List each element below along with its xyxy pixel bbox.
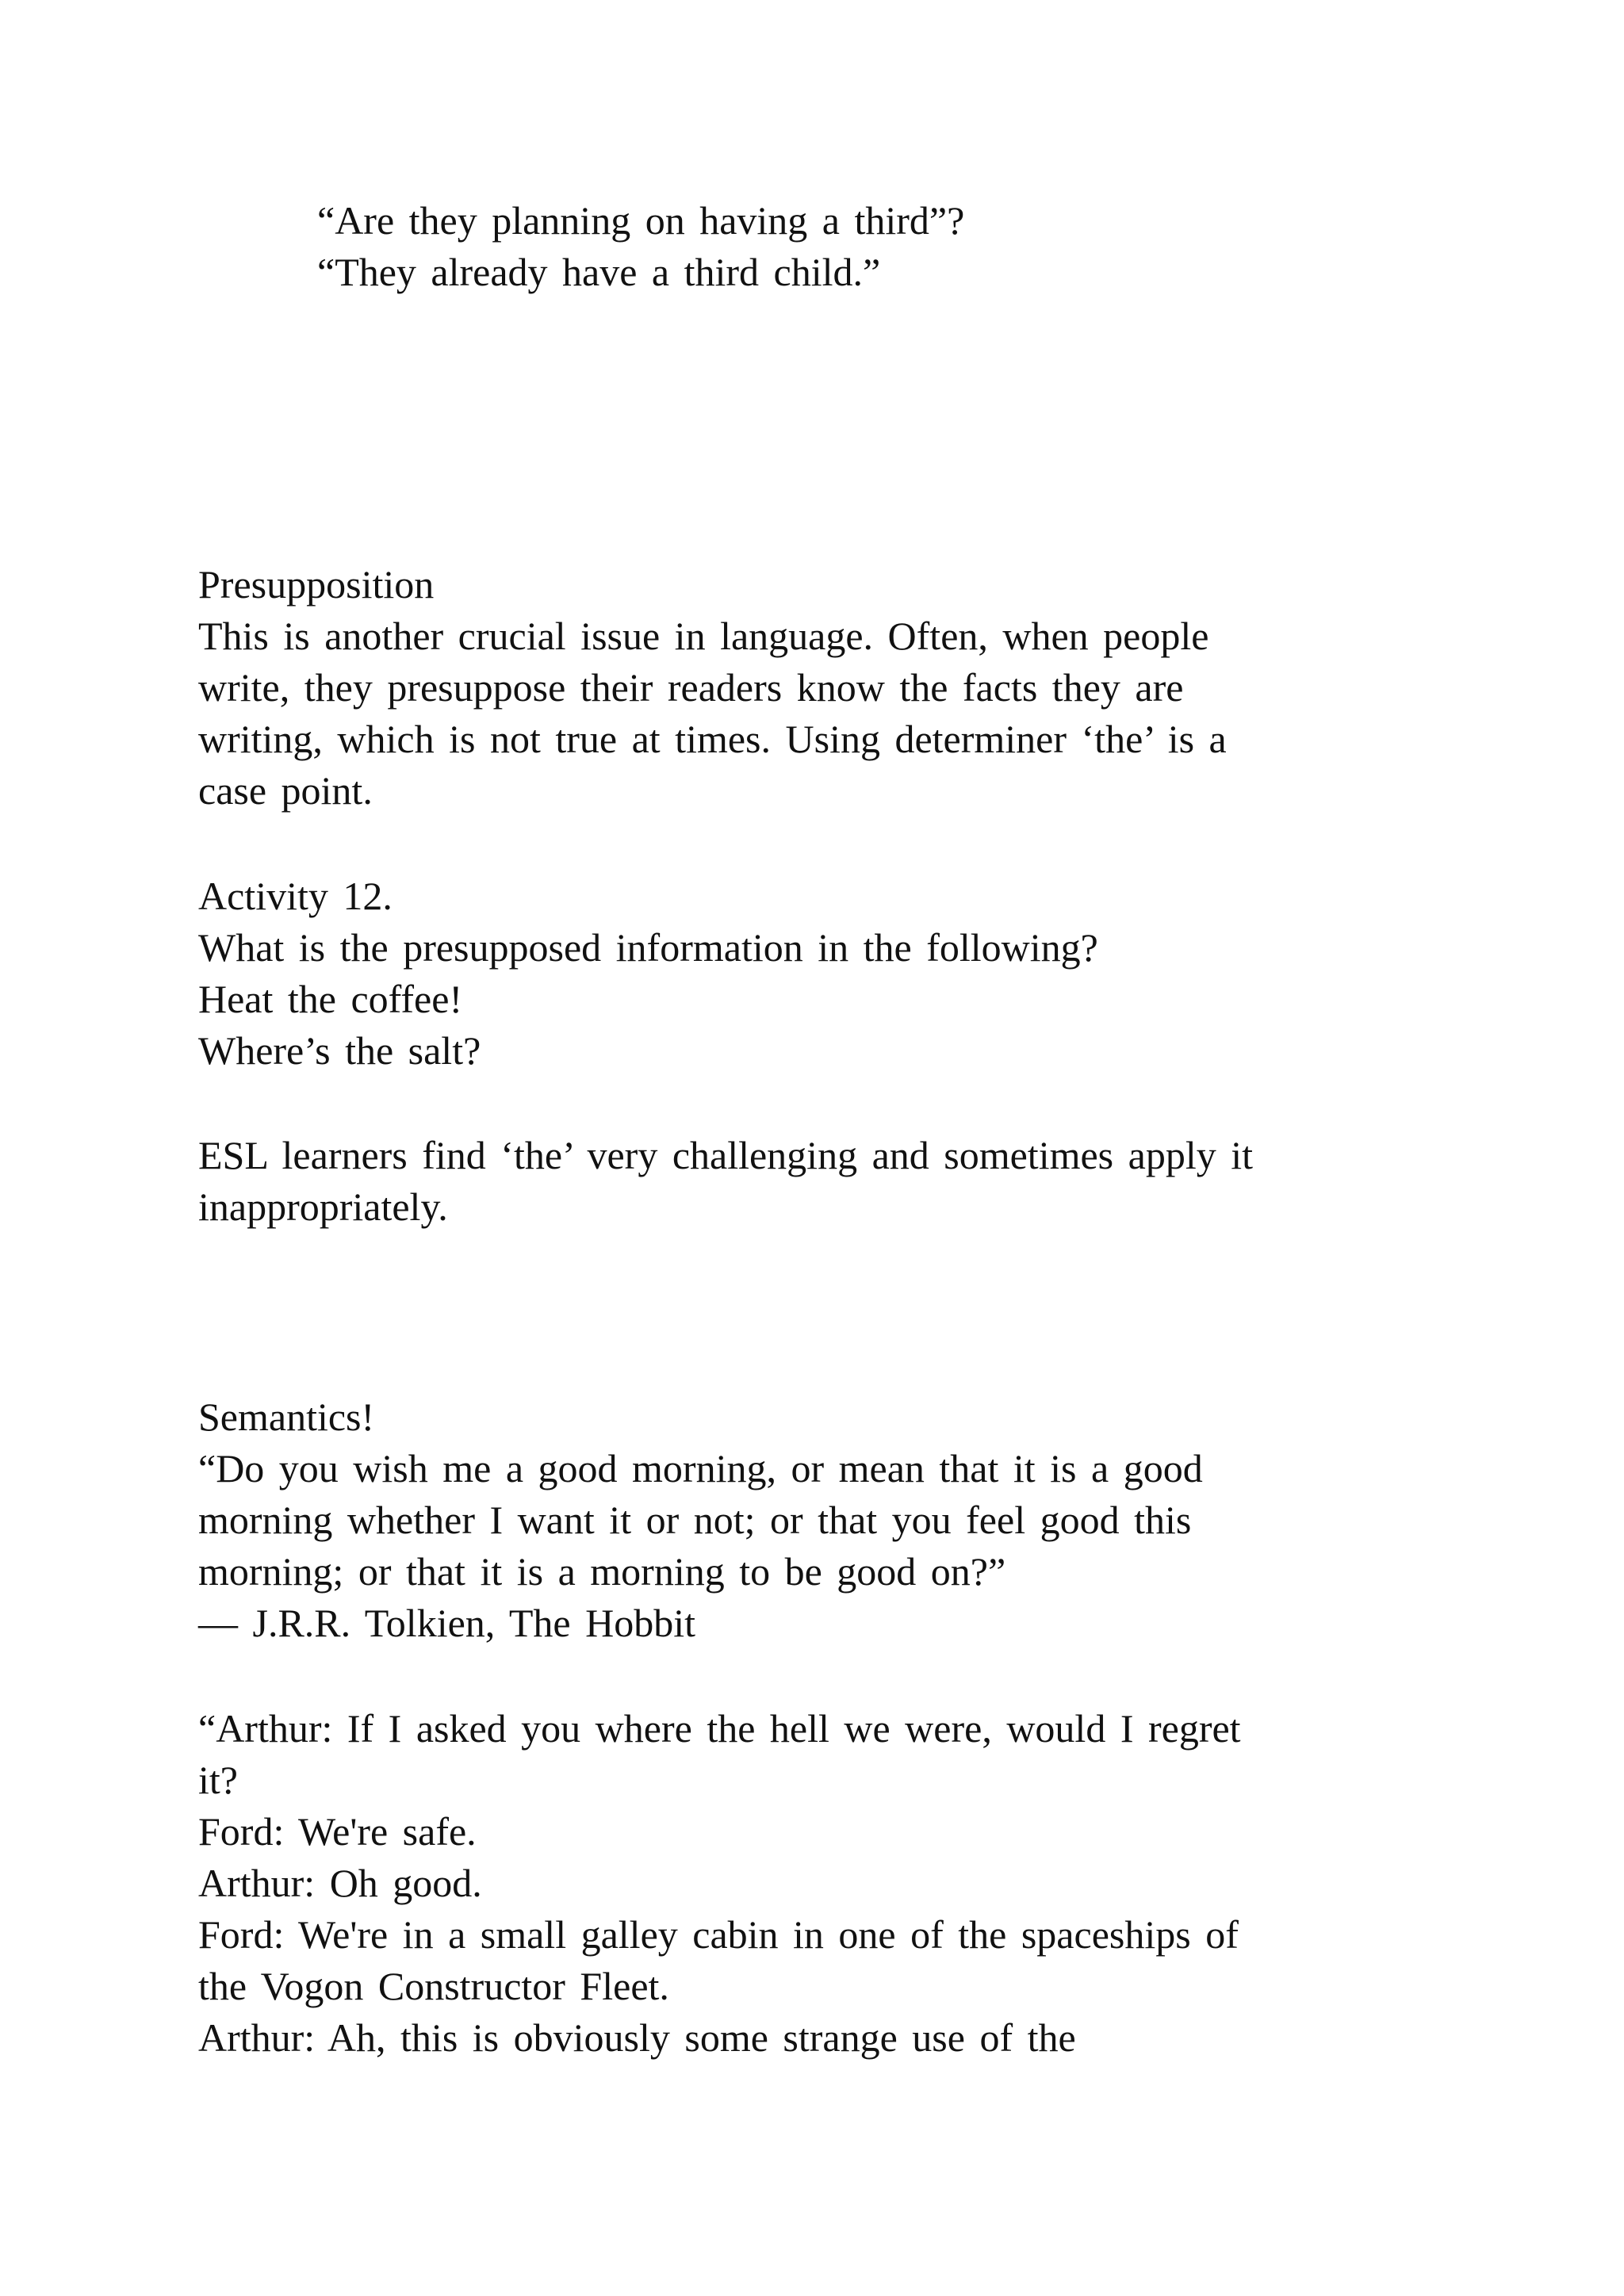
quote-line: “They already have a third child.” — [317, 250, 881, 294]
paragraph-line: writing, which is not true at times. Using determiner ‘the’ is a — [198, 717, 1227, 761]
dialogue-line: Ford: We're safe. — [198, 1809, 477, 1854]
dialogue-line: Ford: We're in a small galley cabin in one of the spaceships of — [198, 1912, 1239, 1957]
activity-example: Where’s the salt? — [198, 1028, 481, 1073]
dialogue-line: Arthur: Ah, this is obviously some strange use of the — [198, 2015, 1076, 2060]
semantics-quote-line: morning whether I want it or not; or that you feel good this — [198, 1498, 1192, 1542]
paragraph-line: case point. — [198, 768, 373, 813]
semantics-quote-line: morning; or that it is a morning to be good on?” — [198, 1549, 1006, 1594]
section-heading-presupposition: Presupposition — [198, 562, 435, 607]
dialogue-line: it? — [198, 1758, 238, 1802]
activity-heading: Activity 12. — [198, 874, 393, 918]
dialogue-line: the Vogon Constructor Fleet. — [198, 1964, 669, 2008]
section-heading-semantics: Semantics! — [198, 1395, 375, 1439]
quote-attribution: ― J.R.R. Tolkien, The Hobbit — [198, 1601, 696, 1645]
semantics-quote-line: “Do you wish me a good morning, or mean that it is a good — [198, 1446, 1203, 1490]
paragraph-line: This is another crucial issue in language. Often, when people — [198, 614, 1209, 658]
activity-example: Heat the coffee! — [198, 977, 463, 1021]
activity-question: What is the presupposed information in the following? — [198, 925, 1098, 970]
note-line: ESL learners find ‘the’ very challenging and sometimes apply it — [198, 1133, 1254, 1177]
quote-line: “Are they planning on having a third”? — [317, 198, 965, 243]
paragraph-line: write, they presuppose their readers know the facts they are — [198, 665, 1184, 710]
dialogue-line: Arthur: Oh good. — [198, 1861, 482, 1905]
dialogue-line: “Arthur: If I asked you where the hell we were, would I regret — [198, 1706, 1241, 1751]
note-line: inappropriately. — [198, 1184, 448, 1229]
